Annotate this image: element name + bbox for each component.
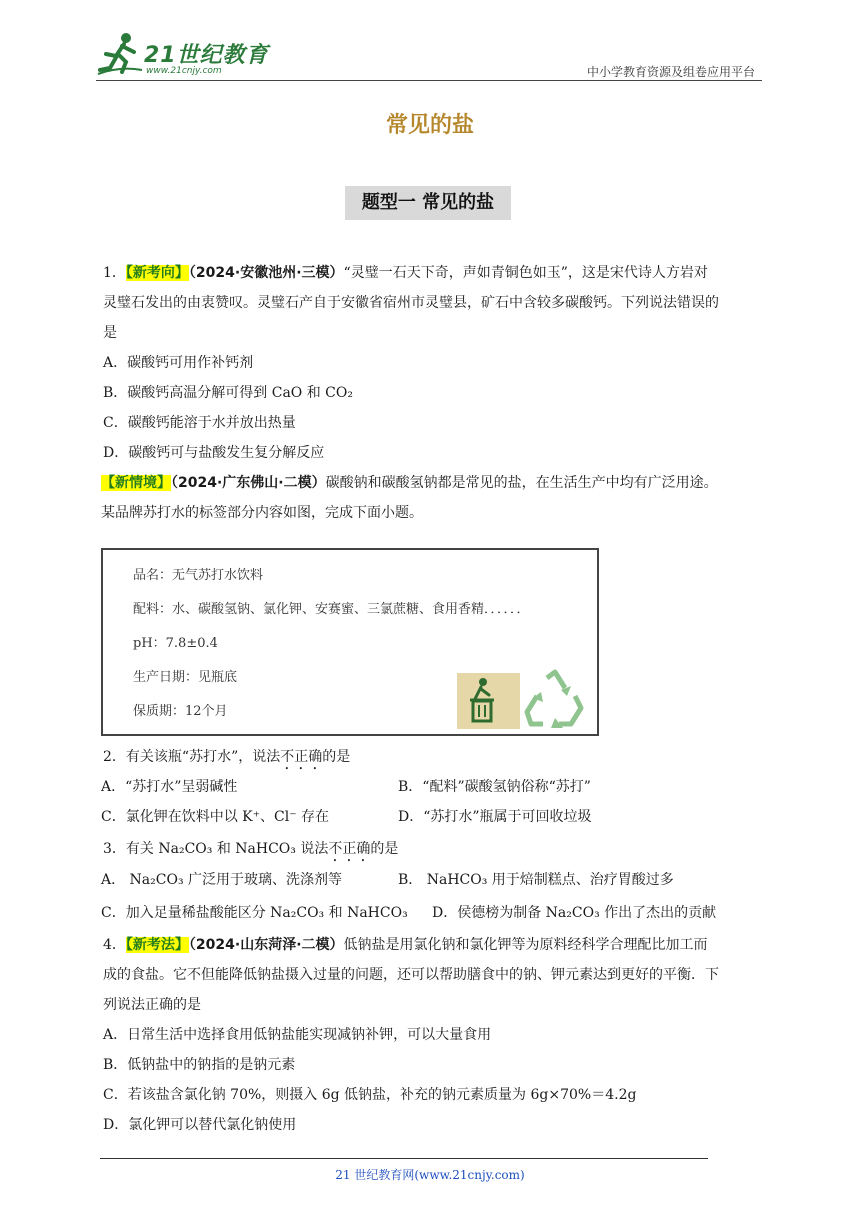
q2-option-b: B．“配料”碳酸氢钠俗称“苏打”: [398, 779, 591, 795]
q4-option-d: D．氯化钾可以替代氯化钠使用: [103, 1117, 297, 1133]
q2-stem: [103, 746, 350, 773]
label-shelf-life: 保质期：12个月: [133, 704, 228, 719]
header-divider: [96, 80, 762, 81]
footer-divider: [100, 1158, 708, 1159]
q4-number: 4．: [103, 937, 126, 953]
q3-option-d: D．侯德榜为制备 Na₂CO₃ 作出了杰出的贡献: [432, 905, 717, 921]
q4-stem-text1: 低钠盐是用氯化钠和氯化钾等为原料经科学合理配比加工而: [343, 937, 708, 953]
product-label-figure: [101, 548, 599, 736]
q1-number: 1．: [103, 265, 126, 281]
logo-text: 21世纪教育: [144, 43, 269, 68]
context-tag: 【新情境】: [101, 475, 171, 491]
q1-stem-line1: [103, 262, 708, 282]
q1-option-a: A．碳酸钙可用作补钙剂: [103, 355, 254, 371]
q2-stem-emphasis: 不正确: [280, 749, 323, 765]
label-date: 生产日期：见瓶底: [133, 670, 238, 685]
q3-option-a: A． Na₂CO₃ 广泛用于玻璃、洗涤剂等: [101, 872, 343, 888]
trash-can-icon: [457, 673, 520, 729]
q3-stem-emphasis: 不正确: [328, 841, 371, 857]
runner-logo-icon: [96, 30, 144, 76]
q1-stem-text1: “灵璧一石天下奇，声如青铜色如玉”，这是宋代诗人方岩对: [343, 265, 708, 281]
q2-option-d: D．“苏打水”瓶属于可回收垃圾: [398, 809, 592, 825]
q1-tag: 【新考向】: [125, 265, 189, 281]
platform-name: 中小学教育资源及组卷应用平台: [586, 65, 755, 79]
q3-stem-suffix: 的是: [370, 841, 399, 857]
footer-link[interactable]: 21 世纪教育网(www.21cnjy.com): [335, 1168, 525, 1182]
section-title: 题型一 常见的盐: [345, 186, 511, 220]
q4-stem-line1: [103, 934, 708, 954]
label-ingredients: 配料：水、碳酸氢钠、氯化钾、安赛蜜、三氯蔗糖、食用香精．．．．．．: [133, 602, 530, 617]
page-header: [0, 0, 860, 90]
q1-option-b: B．碳酸钙高温分解可得到 CaO 和 CO₂: [103, 385, 353, 401]
q4-stem-line3: 列说法正确的是: [103, 997, 201, 1013]
q2-option-a: A．“苏打水”呈弱碱性: [101, 779, 238, 795]
page-title: 常见的盐: [385, 113, 474, 138]
q1-option-c: C．碳酸钙能溶于水并放出热量: [103, 415, 296, 431]
q1-stem-line3: 是: [103, 325, 117, 341]
recycle-icon: [523, 668, 588, 732]
label-name: 品名：无气苏打水饮料: [133, 568, 264, 583]
q1-source: （2024·安徽池州·三模）: [188, 265, 344, 281]
logo: [96, 30, 269, 80]
q3-stem: [103, 838, 398, 865]
label-ph: pH：7.8±0.4: [133, 636, 218, 651]
q3-option-c: C．加入足量稀盐酸能区分 Na₂CO₃ 和 NaHCO₃: [101, 905, 408, 921]
context-source: （2024·广东佛山·二模）: [171, 475, 326, 491]
q4-option-c: C．若该盐含氯化钠 70%，则摄入 6g 低钠盐，补充的钠元素质量为 6g×70%＝4.2g: [103, 1087, 637, 1103]
q4-source: （2024·山东菏泽·二模）: [188, 937, 344, 953]
context-text1: 碳酸钠和碳酸氢钠都是常见的盐，在生活生产中均有广泛用途。: [325, 475, 718, 491]
context-line2: 某品牌苏打水的标签部分内容如图，完成下面小题。: [101, 505, 423, 521]
q3-option-b: B． NaHCO₃ 用于焙制糕点、治疗胃酸过多: [398, 872, 674, 888]
q2-option-c: C．氯化钾在饮料中以 K⁺、Cl⁻ 存在: [101, 809, 330, 825]
q4-tag: 【新考法】: [125, 937, 189, 953]
q1-stem-line2: 灵璧石发出的由衷赞叹。灵璧石产自于安徽省宿州市灵璧县，矿石中含较多碳酸钙。下列说法错误的: [103, 295, 719, 311]
context-line1: [101, 472, 718, 492]
q3-stem-prefix: 3．有关 Na₂CO₃ 和 NaHCO₃ 说法: [103, 841, 329, 857]
q4-stem-line2: 成的食盐。它不但能降低钠盐摄入过量的问题，还可以帮助膳食中的钠、钾元素达到更好的平衡．下: [103, 967, 719, 983]
q4-option-a: A．日常生活中选择食用低钠盐能实现减钠补钾，可以大量食用: [103, 1027, 492, 1043]
q4-option-b: B．低钠盐中的钠指的是钠元素: [103, 1057, 296, 1073]
q2-stem-prefix: 2．有关该瓶“苏打水”，说法: [103, 749, 281, 765]
q1-option-d: D．碳酸钙可与盐酸发生复分解反应: [103, 445, 325, 461]
logo-url: www.21cnjy.com: [146, 66, 222, 76]
q2-stem-suffix: 的是: [322, 749, 351, 765]
